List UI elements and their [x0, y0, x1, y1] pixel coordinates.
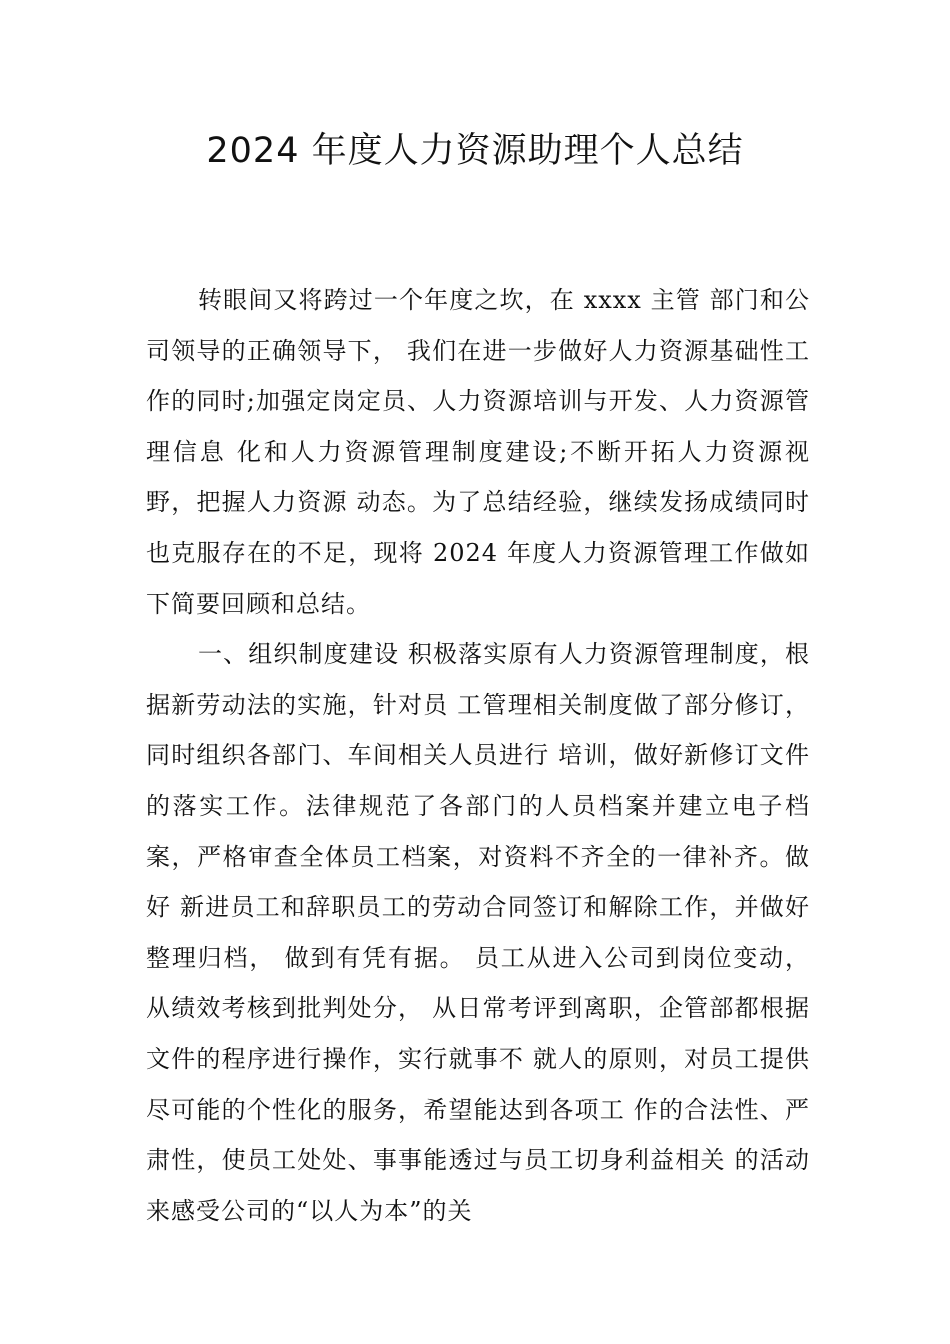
paragraph-organization-system: 一、组织制度建设 积极落实原有人力资源管理制度，根据新劳动法的实施，针对员 工管理相关制度做了部分修订，同时组织各部门、车间相关人员进行 培训，做好新修订文件的落实工作。法律规范了各部门的人员档案并建立电子档案，严格审查全体员工档案，对资料不齐全的一律补齐。做好 新进员工和辞职员工的劳动合同签订和解除工作，并做好整理归档， 做到有凭有据。 员工从进入公司到岗位变动， 从绩效考核到批判处分， 从日常考评到离职，企管部都根据文件的程序进行操作，实行就事不 就人的原则，对员工提供尽可能的个性化的服务，希望能达到各项工 作的合法性、严肃性，使员工处处、事事能透过与员工切身利益相关 的活动来感受公司的“以人为本”的关 [146, 640, 810, 1225]
paragraph-intro: 转眼间又将跨过一个年度之坎，在 xxxx 主管 部门和公司领导的正确领导下， 我们在进一步做好人力资源基础性工 作的同时;加强定岗定员、人力资源培训与开发、人力资源管理信息 化和人力资源管理制度建设;不断开拓人力资源视野，把握人力资源 动态。为了总结经验，继续发扬成绩同时也克服存在的不足，现将 2024 年度人力资源管理工作做如下简要回顾和总结。 [146, 286, 810, 618]
document-body [146, 275, 810, 1236]
document-title: 2024 年度人力资源助理个人总结 [206, 131, 744, 171]
